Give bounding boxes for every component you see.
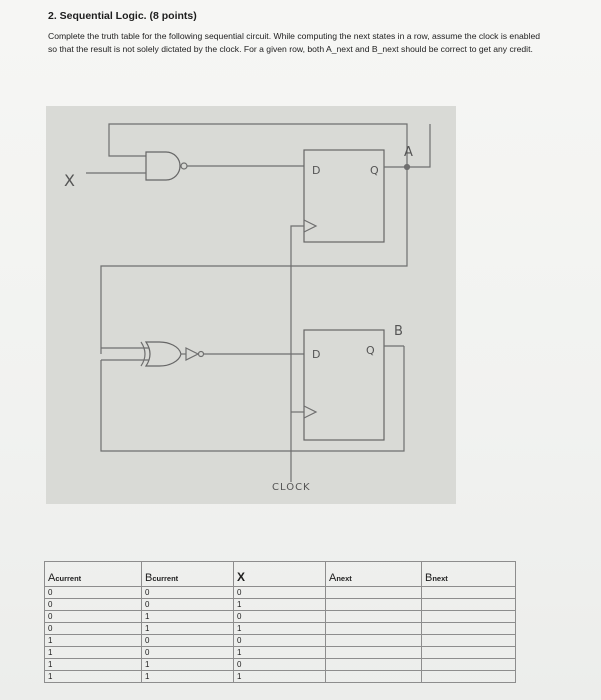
header-b-current: Bcurrent <box>142 562 234 587</box>
cell-b-next[interactable] <box>422 671 516 683</box>
xor-gate <box>146 342 181 366</box>
header-x: X <box>234 562 326 587</box>
cell-b-current: 1 <box>142 671 234 683</box>
cell-b-current: 1 <box>142 623 234 635</box>
xor-input-arc <box>141 342 145 366</box>
cell-x: 0 <box>234 635 326 647</box>
cell-b-next[interactable] <box>422 647 516 659</box>
ff-a-clock-triangle <box>304 220 316 232</box>
cell-a-next[interactable] <box>326 659 422 671</box>
ff-b-d-label: D <box>312 348 321 361</box>
cell-b-next[interactable] <box>422 659 516 671</box>
table-row <box>45 611 516 623</box>
ff-b-q-label: Q <box>366 344 375 357</box>
cell-a-next[interactable] <box>326 599 422 611</box>
cell-x: 1 <box>234 671 326 683</box>
cell-b-next[interactable] <box>422 587 516 599</box>
clock-label: CLOCK <box>272 482 311 493</box>
cell-a-next[interactable] <box>326 635 422 647</box>
feedback-wire-b <box>101 346 404 451</box>
cell-b-next[interactable] <box>422 611 516 623</box>
input-x-label: X <box>64 171 75 190</box>
cell-a-current: 1 <box>45 659 142 671</box>
feedback-wire-a-down <box>101 167 407 354</box>
cell-a-next[interactable] <box>326 647 422 659</box>
cell-a-next[interactable] <box>326 671 422 683</box>
truth-table <box>44 561 516 683</box>
question-instructions: Complete the truth table for the following sequential circuit. While computing the next states in a row, assume the clock is enabled so that the result is not solely dictated by the clock. For a given row, both A_next and B_next should be correct to get any credit. <box>48 31 541 54</box>
header-b-next: Bnext <box>422 562 516 587</box>
cell-b-current: 0 <box>142 587 234 599</box>
output-a-label: A <box>404 145 413 160</box>
cell-a-current: 1 <box>45 671 142 683</box>
and-inverter-bubble <box>181 163 187 169</box>
and-gate <box>146 152 180 180</box>
cell-a-next[interactable] <box>326 611 422 623</box>
cell-b-current: 1 <box>142 659 234 671</box>
cell-b-next[interactable] <box>422 599 516 611</box>
table-row <box>45 635 516 647</box>
circuit-photo <box>46 106 456 504</box>
cell-a-current: 0 <box>45 599 142 611</box>
cell-x: 1 <box>234 599 326 611</box>
table-row <box>45 647 516 659</box>
cell-b-next[interactable] <box>422 635 516 647</box>
cell-a-current: 1 <box>45 635 142 647</box>
cell-a-current: 0 <box>45 611 142 623</box>
ff-a-q-label: Q <box>370 164 379 177</box>
cell-x: 0 <box>234 587 326 599</box>
cell-x: 0 <box>234 611 326 623</box>
truth-table-header <box>45 562 516 587</box>
output-b-label: B <box>394 324 403 339</box>
table-row <box>45 671 516 683</box>
header-a-current: Acurrent <box>45 562 142 587</box>
cell-b-current: 0 <box>142 647 234 659</box>
cell-a-next[interactable] <box>326 623 422 635</box>
table-row <box>45 599 516 611</box>
ff-a-d-label: D <box>312 164 321 177</box>
feedback-wire-a <box>109 124 407 167</box>
circuit-diagram <box>46 106 456 504</box>
cell-b-current: 0 <box>142 635 234 647</box>
cell-b-current: 0 <box>142 599 234 611</box>
cell-a-current: 0 <box>45 623 142 635</box>
table-row <box>45 623 516 635</box>
not-gate <box>186 348 198 360</box>
cell-a-current: 0 <box>45 587 142 599</box>
cell-x: 1 <box>234 647 326 659</box>
cell-b-next[interactable] <box>422 623 516 635</box>
cell-a-current: 1 <box>45 647 142 659</box>
cell-b-current: 1 <box>142 611 234 623</box>
header-a-next: Anext <box>326 562 422 587</box>
question-title: 2. Sequential Logic. (8 points) <box>48 10 197 22</box>
table-row <box>45 659 516 671</box>
ff-b-clock-triangle <box>304 406 316 418</box>
cell-x: 0 <box>234 659 326 671</box>
table-row <box>45 587 516 599</box>
cell-x: 1 <box>234 623 326 635</box>
cell-a-next[interactable] <box>326 587 422 599</box>
